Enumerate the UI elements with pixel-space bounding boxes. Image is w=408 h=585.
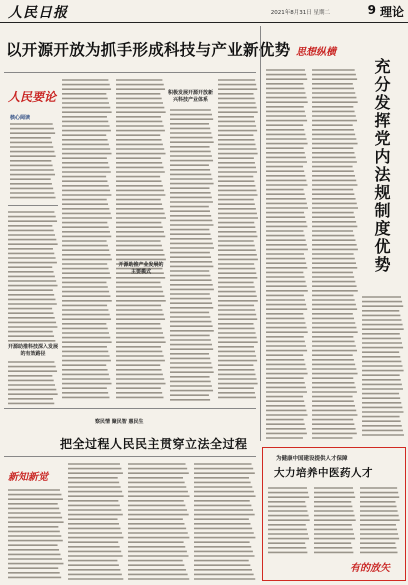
lead-headline: 以开源开放为抓手形成科技与产业新优势: [6, 40, 291, 59]
lead-body-col-5: [218, 78, 258, 403]
sidebar-vertical-rule: [260, 26, 261, 441]
core-reading-text: [10, 122, 56, 202]
lead-body-col-3: [116, 78, 166, 403]
dateline: 2021年8月31日 星期二: [270, 10, 330, 16]
bottom-body-col-3: [128, 462, 190, 580]
lead-body-col-1b: [8, 360, 58, 405]
text-lines-graphic: [218, 78, 258, 403]
newspaper-logo: 人民日报: [8, 5, 68, 21]
feature-headline: 大力培养中医药人才: [274, 467, 373, 479]
text-lines-graphic: [68, 462, 124, 580]
text-lines-graphic: [360, 486, 400, 558]
feature-body-col-3: [360, 486, 400, 558]
sixiang-zongheng-tag: 思想纵横: [296, 47, 336, 58]
lead-subhead-3: 开源助推产业发展的主要模式: [118, 262, 164, 275]
bottom-kicker: 察民情 聚民智 惠民生: [95, 419, 144, 425]
text-lines-graphic: [312, 68, 358, 440]
lead-body-col-2: [62, 78, 112, 403]
feature-body-col-1: [268, 486, 310, 558]
text-lines-graphic: [170, 108, 214, 403]
sidebar-title: 充分发挥党内法规制度优势: [372, 58, 391, 274]
text-lines-graphic: [8, 360, 58, 405]
page-number: 9: [367, 3, 376, 17]
sidebar-body-col-3: [362, 295, 404, 440]
feature-body-col-2: [314, 486, 356, 558]
youdefangshi-tag: 有的放矢: [350, 563, 390, 574]
sidebar-body-col-2: [312, 68, 358, 440]
renmin-yaolun-tag: 人民要论: [8, 90, 57, 104]
text-lines-graphic: [8, 210, 58, 342]
lead-body-col-4: [170, 108, 214, 403]
sidebar-column-tag: [296, 40, 336, 59]
bottom-body-col-1: [8, 488, 64, 580]
bottom-column-tag: [8, 465, 48, 484]
text-lines-graphic: [194, 462, 256, 580]
bottom-body-col-4: [194, 462, 256, 580]
lead-subhead-1: 积极发展开源开放新兴科技产业体系: [168, 90, 214, 103]
section-name: 理论: [379, 5, 404, 19]
feature-kicker: 为健康中国建设提供人才保障: [276, 456, 348, 462]
text-lines-graphic: [62, 78, 112, 403]
core-reading-rule: [8, 205, 58, 206]
text-lines-graphic: [116, 78, 166, 403]
section-divider: [4, 408, 256, 409]
lead-divider: [4, 72, 256, 73]
text-lines-graphic: [128, 462, 190, 580]
text-lines-graphic: [362, 295, 404, 440]
lead-body-col-1: [8, 210, 58, 342]
sidebar-body-col-1: [266, 68, 308, 440]
text-lines-graphic: [266, 68, 308, 440]
core-reading-label: 核心阅读: [10, 115, 31, 121]
feature-column-tag: [350, 556, 390, 575]
xinzhi-xinjue-tag: 新知新觉: [8, 472, 48, 483]
bottom-body-col-2: [68, 462, 124, 580]
bottom-headline: 把全过程人民民主贯穿立法全过程: [60, 437, 248, 451]
text-lines-graphic: [268, 486, 310, 558]
text-lines-graphic: [8, 488, 64, 580]
text-lines-graphic: [314, 486, 356, 558]
bottom-divider: [4, 456, 256, 457]
lead-column-tag: [8, 86, 56, 105]
text-lines-graphic: [10, 122, 56, 202]
lead-subhead-2: 开源助推科技深入发展的有效路径: [8, 344, 59, 357]
